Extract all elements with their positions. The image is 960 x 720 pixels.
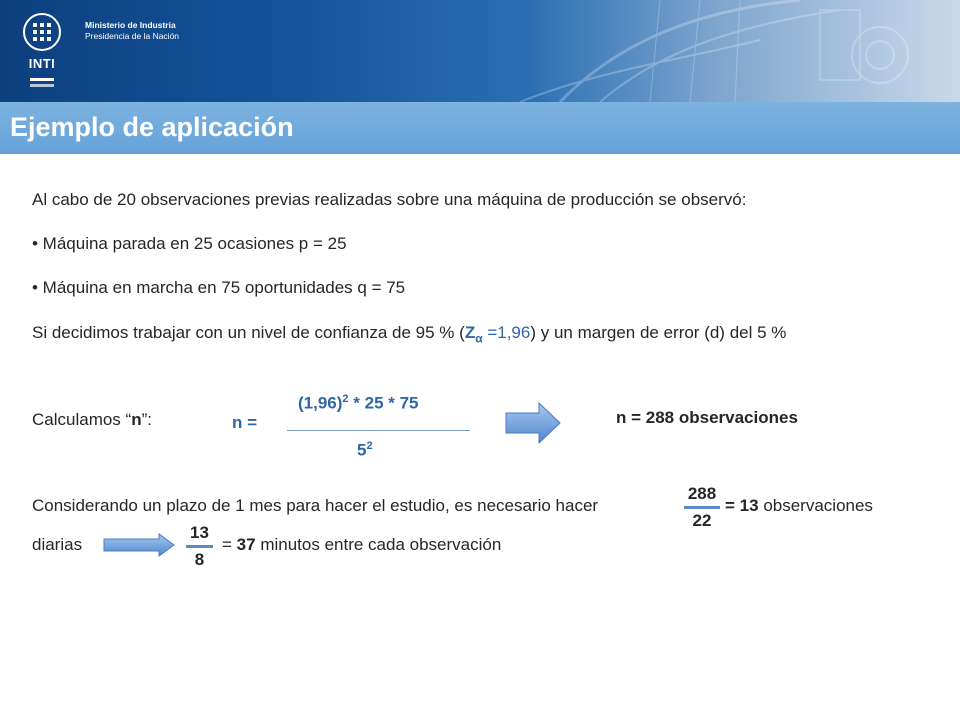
plazo-text: Considerando un plazo de 1 mes para hacer el estudio, es necesario hacer bbox=[32, 496, 599, 515]
fraction-denominator: 8 bbox=[194, 550, 205, 569]
fraction-denominator: 22 bbox=[692, 511, 712, 530]
plazo-equals: = bbox=[725, 496, 735, 515]
calc-label-post: ”: bbox=[141, 410, 152, 429]
arrow-right-icon bbox=[505, 402, 561, 444]
fraction-numerator: 288 bbox=[687, 484, 717, 503]
confidence-line bbox=[32, 323, 786, 345]
header-decoration bbox=[0, 0, 960, 102]
numerator-base: (1,96) bbox=[298, 393, 343, 413]
z-value: =1,96 bbox=[482, 323, 531, 342]
formula-denominator bbox=[357, 440, 373, 461]
plazo-result bbox=[725, 496, 873, 516]
calc-label-pre: Calculamos “ bbox=[32, 410, 132, 429]
plazo-unit: observaciones bbox=[758, 496, 873, 515]
header-banner bbox=[0, 0, 960, 102]
confidence-pre: Si decidimos trabajar con un nivel de confianza de 95 % ( bbox=[32, 323, 465, 342]
diarias-result bbox=[222, 535, 501, 555]
alpha-subscript: α bbox=[475, 331, 483, 346]
fraction-line bbox=[287, 430, 470, 431]
diarias-value: 37 bbox=[236, 535, 256, 554]
fraction-bar bbox=[684, 506, 720, 509]
denominator-exponent: 2 bbox=[366, 440, 373, 452]
diarias-equals: = bbox=[222, 535, 232, 554]
calc-label-var: n bbox=[131, 410, 142, 429]
ministry-line2: Presidencia de la Nación bbox=[85, 31, 180, 41]
diarias-label: diarias bbox=[32, 535, 83, 554]
diarias-unit: minutos entre cada observación bbox=[255, 535, 502, 554]
fraction-numerator: 13 bbox=[190, 523, 209, 542]
inti-logo bbox=[22, 12, 62, 52]
arrow-right-icon bbox=[103, 533, 175, 557]
slide-title: Ejemplo de aplicación bbox=[10, 112, 294, 142]
bullet-parada: • Máquina parada en 25 ocasiones p = 25 bbox=[32, 234, 347, 253]
formula-numerator bbox=[298, 393, 419, 414]
intro-text: Al cabo de 20 observaciones previas realizadas sobre una máquina de producción se observó: bbox=[32, 190, 747, 209]
ministry-line1: Ministerio de Industria bbox=[85, 20, 176, 30]
fraction-observaciones bbox=[684, 484, 720, 531]
brand-name: INTI bbox=[28, 56, 56, 71]
formula-n-equals: n = bbox=[232, 413, 258, 432]
numerator-exponent: 2 bbox=[342, 393, 349, 405]
denominator-base: 5 bbox=[357, 440, 367, 460]
fraction-bar bbox=[186, 545, 213, 548]
sample-size-result: n = 288 observaciones bbox=[616, 408, 798, 427]
plazo-value: 13 bbox=[739, 496, 759, 515]
logo-bar bbox=[30, 78, 54, 81]
confidence-post: ) y un margen de error (d) del 5 % bbox=[530, 323, 787, 342]
ministry-label bbox=[85, 20, 179, 42]
fraction-minutos bbox=[186, 523, 213, 570]
numerator-rest: * 25 * 75 bbox=[348, 393, 419, 413]
logo-bar bbox=[30, 84, 54, 87]
bullet-marcha: • Máquina en marcha en 75 oportunidades q = 75 bbox=[32, 278, 406, 297]
calc-label bbox=[32, 410, 152, 430]
z-symbol: Z bbox=[464, 323, 476, 342]
title-band bbox=[0, 102, 960, 154]
